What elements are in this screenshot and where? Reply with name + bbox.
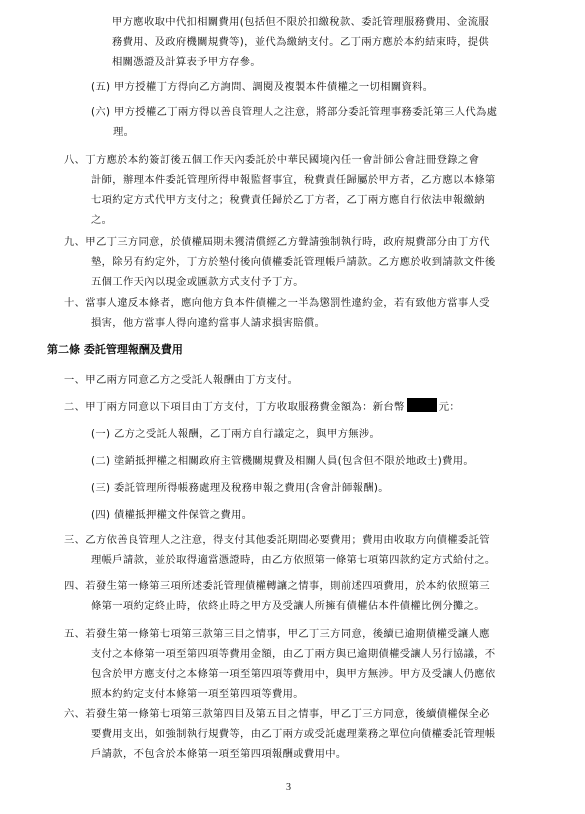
text-line: 一、甲乙兩方同意乙方之受託人報酬由丁方支付。 <box>64 374 299 386</box>
text-line: (二) 塗銷抵押權之相關政府主管機關規費及相關人員(包含但不限於地政士)費用。 <box>91 455 475 467</box>
text-line: 照本約約定支付本條第一項至第四項等費用。 <box>91 688 304 700</box>
text-line: 三、乙方依善良管理人之注意，得支付其他委託期間必要費用；費用由收取方向債權委託管 <box>64 534 490 546</box>
fee-text-suffix: 元： <box>438 401 460 413</box>
clause-9 <box>64 232 496 292</box>
text-line: 理帳戶請款，並於取得適當憑證時，由乙方依照第一條第七項第四款約定方式給付之。 <box>91 554 496 566</box>
text-line: 理。 <box>113 126 135 138</box>
text-line <box>64 397 460 417</box>
text-line: 五個工作天內以現金或匯款方式支付予丁方。 <box>91 276 304 288</box>
section2-clause-3 <box>64 530 496 570</box>
section2-clause-5 <box>64 624 496 704</box>
text-line: 十、當事人違反本條者，應向他方負本件債權之一半為懲罰性違約金，若有致他方當事人受 <box>64 297 490 309</box>
section2-clause-2 <box>64 397 460 417</box>
text-line: 包含於甲方應支付之本條第一項至第四項等費用中，與甲方無涉。甲方及受讓人仍應依 <box>91 668 496 680</box>
clause-8 <box>64 150 496 230</box>
text-line: (一) 乙方之受託人報酬，乙丁兩方自行議定之，與甲方無涉。 <box>91 428 381 440</box>
section2-clause-4 <box>64 576 490 616</box>
text-line: 務費用、及政府機關規費等)，並代為繳納支付。乙丁兩方應於本約結束時，提供 <box>112 36 490 48</box>
text-line: (三) 委託管理所得帳務處理及稅務申報之費用(含會計師報酬)。 <box>91 482 389 494</box>
text-line: 之。 <box>91 214 113 226</box>
text-line: 損害，他方當事人得向違約當事人請求損害賠償。 <box>91 317 326 329</box>
section2-clause-1 <box>64 370 298 390</box>
text-line: 計師，辦理本件委託管理所得申報監督事宜，稅費責任歸屬於甲方者，乙方應以本條第 <box>91 174 496 186</box>
text-line: 五、若發生第一條第七項第三款第三目之情事，甲乙丁三方同意，後續已逾期債權受讓人應 <box>64 628 490 640</box>
text-line: 甲方應收取中代扣相關費用(包括但不限於扣繳稅款、委託管理服務費用、金流服 <box>112 16 490 28</box>
item-5 <box>91 77 433 97</box>
text-line: 要費用支出，如強制執行規費等，由乙丁兩方或受託處理業務之單位向債權委託管理帳 <box>91 728 496 740</box>
text-line: 七項約定方式代甲方支付之；稅費責任歸於乙丁方者，乙丁兩方應自行依法申報繳納 <box>91 194 485 206</box>
text-line: 相關憑證及計算表予甲方存參。 <box>112 56 262 68</box>
page-number: 3 <box>286 782 291 793</box>
clause-10 <box>64 293 490 333</box>
fee-text: 二、甲丁兩方同意以下項目由丁方支付，丁方收取服務費金額為：新台幣 <box>64 401 405 413</box>
text-line: (五) 甲方授權丁方得向乙方詢問、調閱及複製本件債權之一切相關資料。 <box>91 81 434 93</box>
section2-clause-2-items <box>91 424 474 532</box>
text-line: (四) 債權抵押權文件保管之費用。 <box>91 509 253 521</box>
section-heading: 第二條 委託管理報酬及費用 <box>47 343 183 356</box>
text-line: 支付之本條第一項至第四項等費用金額，由乙丁兩方與已逾期債權受讓人另行協議，不 <box>91 648 496 660</box>
redacted-amount <box>407 398 437 412</box>
text-line: 八、丁方應於本約簽訂後五個工作天內委託於中華民國境內任一會計師公會註冊登錄之會 <box>64 154 480 166</box>
text-line: (六) 甲方授權乙丁兩方得以善良管理人之注意，將部分委託管理事務委託第三人代為處 <box>91 106 498 118</box>
text-line: 四、若發生第一條第三項所述委託管理債權轉讓之情事，則前述四項費用，於本約依照第三 <box>64 580 490 592</box>
text-line: 墊，除另有約定外，丁方於墊付後向債權委託管理帳戶請款。乙方應於收到請款文件後 <box>91 256 496 268</box>
text-line: 九、甲乙丁三方同意，於債權屆期未獲清償經乙方聲請強制執行時，政府規費部分由丁方代 <box>64 236 490 248</box>
text-line: 六、若發生第一條第七項第三款第四目及第五目之情事，甲乙丁三方同意，後續債權保全必 <box>64 708 490 720</box>
section2-clause-6 <box>64 704 496 764</box>
item-6 <box>91 102 497 142</box>
text-line: 條第一項約定終止時，依終止時之甲方及受讓人所擁有債權佔本件債權比例分攤之。 <box>91 600 485 612</box>
text-line: 戶請款，不包含於本條第一項至第四項報酬或費用中。 <box>91 748 347 760</box>
paragraph-top-continuation <box>112 12 489 72</box>
